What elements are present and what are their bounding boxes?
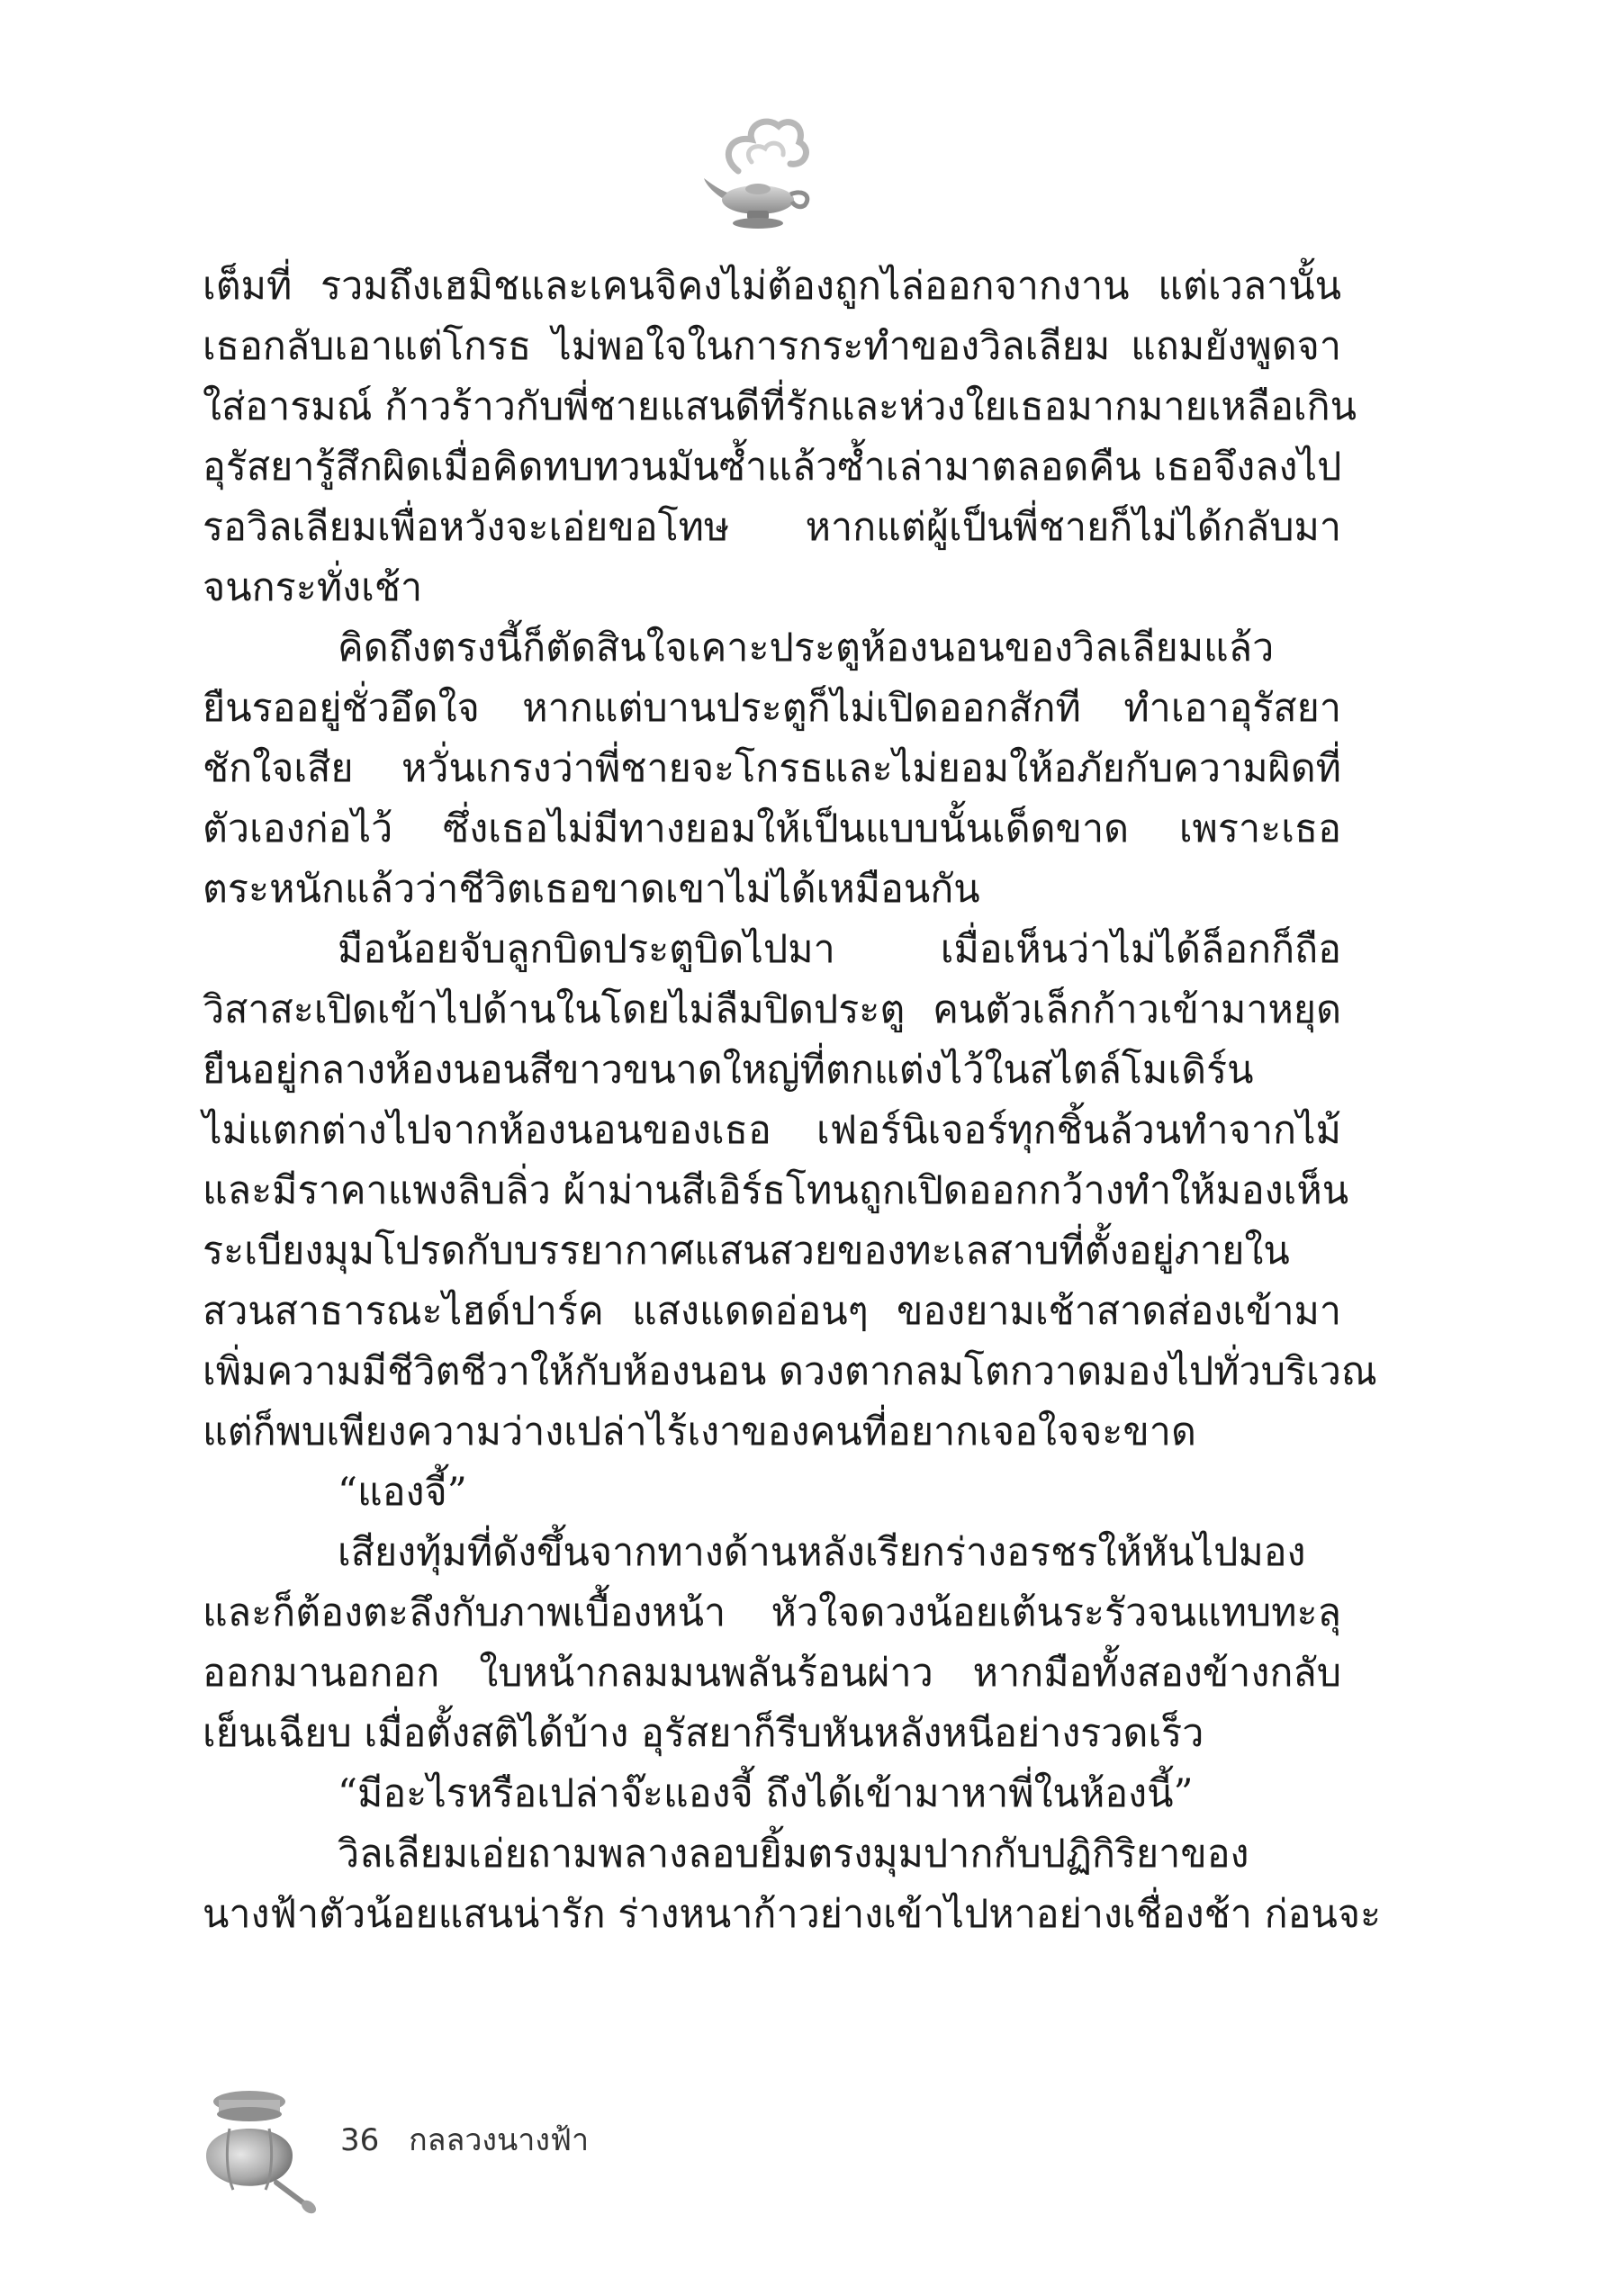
- text-line: แต่ก็พบเพียงความว่างเปล่าไร้เงาของคนที่อยากเจอใจจะขาด: [203, 1409, 1196, 1454]
- text-line: ยืนอยู่กลางห้องนอนสีขาวขนาดใหญ่ที่ตกแต่งไว้ในสไตล์โมเดิร์น: [203, 1048, 1254, 1093]
- text-line: รอวิลเลียมเพื่อหวังจะเอ่ยขอโทษ หากแต่ผู้เป็นพี่ชายก็ไม่ได้กลับมา: [203, 505, 1341, 550]
- text-line: ชักใจเสีย หวั่นเกรงว่าพี่ชายจะโกรธและไม่ยอมให้อภัยกับความผิดที่: [203, 746, 1341, 791]
- text-line: มือน้อยจับลูกบิดประตูบิดไปมา เมื่อเห็นว่าไม่ได้ล็อกก็ถือ: [338, 927, 1341, 972]
- body-text: [203, 257, 1382, 1945]
- text-line: “มีอะไรหรือเปล่าจ๊ะแองจี้ ถึงได้เข้ามาหาพี่ในห้องนี้”: [338, 1771, 1194, 1816]
- text-line: เต็มที่ รวมถึงเฮมิชและเคนจิคงไม่ต้องถูกไล่ออกจากงาน แต่เวลานั้น: [203, 264, 1341, 309]
- text-line: วิสาสะเปิดเข้าไปด้านในโดยไม่ลืมปิดประตู คนตัวเล็กก้าวเข้ามาหยุด: [203, 987, 1341, 1032]
- honey-pot-icon: [194, 2084, 320, 2219]
- text-line: คิดถึงตรงนี้ก็ตัดสินใจเคาะประตูห้องนอนของวิลเลียมแล้ว: [338, 626, 1275, 671]
- book-title: กลลวงนางฟ้า: [409, 2122, 590, 2158]
- text-line: วิลเลียมเอ่ยถามพลางลอบยิ้มตรงมุมปากกับปฏิกิริยาของ: [338, 1832, 1249, 1877]
- page-footer: [340, 2115, 589, 2164]
- text-line: ออกมานอกอก ใบหน้ากลมมนพลันร้อนผ่าว หากมือทั้งสองข้างกลับ: [203, 1651, 1341, 1696]
- text-line: ระเบียงมุมโปรดกับบรรยากาศแสนสวยของทะเลสาบที่ตั้งอยู่ภายใน: [203, 1229, 1290, 1274]
- text-line: เธอกลับเอาแต่โกรธ ไม่พอใจในการกระทำของวิลเลียม แถมยังพูดจา: [203, 324, 1341, 369]
- text-line: เพิ่มความมีชีวิตชีวาให้กับห้องนอน ดวงตากลมโตกวาดมองไปทั่วบริเวณ: [203, 1349, 1377, 1394]
- text-line: ตระหนักแล้วว่าชีวิตเธอขาดเขาไม่ได้เหมือนกัน: [203, 867, 980, 912]
- text-line: อุรัสยารู้สึกผิดเมื่อคิดทบทวนมันซ้ำแล้วซ้ำเล่ามาตลอดคืน เธอจึงลงไป: [203, 445, 1342, 490]
- text-line: และก็ต้องตะลึงกับภาพเบื้องหน้า หัวใจดวงน้อยเต้นระรัวจนแทบทะลุ: [203, 1590, 1341, 1635]
- text-line: จนกระทั่งเช้า: [203, 565, 423, 610]
- text-line: ตัวเองก่อไว้ ซึ่งเธอไม่มีทางยอมให้เป็นแบบนั้นเด็ดขาด เพราะเธอ: [203, 806, 1341, 851]
- text-line: และมีราคาแพงลิบลิ่ว ผ้าม่านสีเอิร์ธโทนถูกเปิดออกกว้างทำให้มองเห็น: [203, 1168, 1349, 1213]
- text-line: เสียงทุ้มที่ดังขึ้นจากทางด้านหลังเรียกร่างอรชรให้หันไปมอง: [338, 1530, 1306, 1575]
- text-line: สวนสาธารณะไฮด์ปาร์ค แสงแดดอ่อนๆ ของยามเช้าสาดส่องเข้ามา: [203, 1289, 1341, 1334]
- text-line: ไม่แตกต่างไปจากห้องนอนของเธอ เฟอร์นิเจอร์ทุกชิ้นล้วนทำจากไม้: [203, 1108, 1341, 1153]
- text-line: “แองจี้”: [338, 1470, 467, 1515]
- text-line: ใส่อารมณ์ ก้าวร้าวกับพี่ชายแสนดีที่รักและห่วงใยเธอมากมายเหลือเกิน: [203, 384, 1357, 429]
- text-line: เย็นเฉียบ เมื่อตั้งสติได้บ้าง อุรัสยาก็รีบหันหลังหนีอย่างรวดเร็ว: [203, 1711, 1204, 1756]
- text-line: ยืนรออยู่ชั่วอึดใจ หากแต่บานประตูก็ไม่เปิดออกสักที ทำเอาอุรัสยา: [203, 686, 1341, 731]
- genie-lamp-icon: [702, 108, 819, 234]
- page-number: 36: [340, 2122, 380, 2158]
- text-line: นางฟ้าตัวน้อยแสนน่ารัก ร่างหนาก้าวย่างเข้าไปหาอย่างเชื่องช้า ก่อนจะ: [203, 1892, 1382, 1937]
